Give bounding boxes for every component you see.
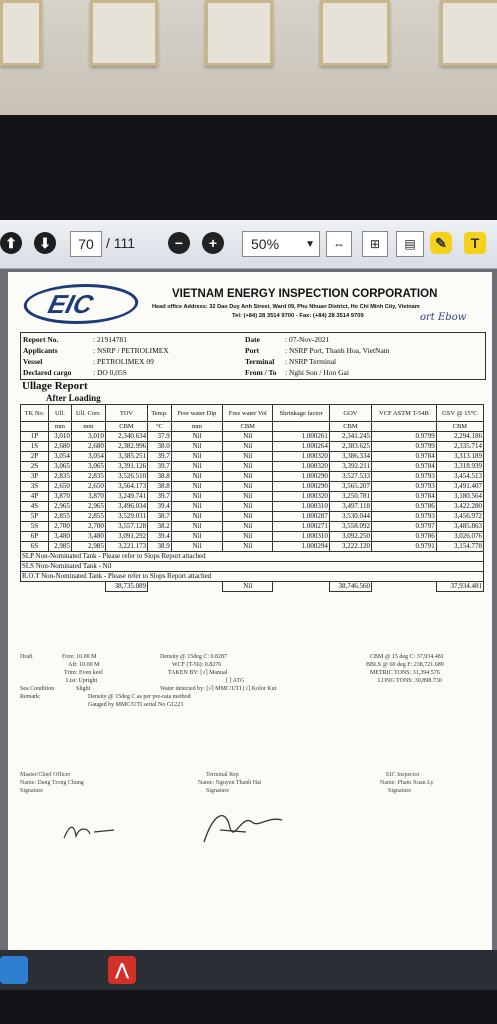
master-signature-label: Signature [20, 788, 43, 794]
total-empty-cell [48, 582, 71, 592]
ullage-cell: 3,557.128 [105, 522, 147, 532]
report-info-value: : PETROLIMEX 09 [93, 357, 154, 366]
ullage-unit-cell: mm [171, 422, 222, 432]
ullage-cell: Nil [223, 472, 273, 482]
ullage-unit-cell [372, 422, 437, 432]
ullage-cell: 3,485.863 [436, 522, 483, 532]
table-row [21, 492, 484, 502]
master-name: Name: Dang Trong Chung [20, 780, 84, 786]
ullage-cell: 3,250.781 [329, 492, 371, 502]
company-address: Head office Address: 32 Dao Duy Anh Street, Ward 09, Phu Nhuan District, Ho Chi Minh City, Vietnam [152, 304, 420, 310]
ullage-cell: 0.9784 [372, 452, 437, 462]
report-info-label: Applicants [23, 346, 58, 355]
ullage-cell: 2,985 [48, 542, 71, 552]
terminal-label: Terminal Rep [206, 772, 239, 778]
report-info-value: : NSRP Terminal [285, 357, 337, 366]
comment-icon[interactable]: ✎ [430, 232, 452, 254]
taken-by: TAKEN BY: [√] Manual [168, 670, 228, 676]
ullage-cell: 5S [21, 522, 49, 532]
ullage-cell: 3,010 [71, 432, 105, 442]
ullage-cell: 2,855 [71, 512, 105, 522]
ullage-cell: 2,835 [71, 472, 105, 482]
ullage-header-cell: GSV @ 15°C [436, 405, 483, 422]
ullage-cell: 3,870 [71, 492, 105, 502]
ullage-header-cell: Ull. [48, 405, 71, 422]
ullage-cell: 38.2 [148, 522, 172, 532]
ullage-header-cell: Free water Vol [223, 405, 273, 422]
total-tov: 38,735.089 [105, 582, 147, 592]
pdf-toolbar [0, 220, 497, 269]
ullage-cell: 4P [21, 492, 49, 502]
report-info-label: Date [245, 335, 260, 344]
ullage-cell: Nil [223, 542, 273, 552]
sea-condition: Slight [76, 686, 91, 692]
table-row [21, 502, 484, 512]
wall-picture-frame [205, 0, 273, 66]
zoom-value: 50% [251, 236, 280, 252]
ullage-cell: Nil [171, 482, 222, 492]
ullage-cell: 38.7 [148, 512, 172, 522]
report-info-left [23, 334, 169, 378]
ullage-unit-cell [273, 422, 329, 432]
ullage-cell: 0.9786 [372, 532, 437, 542]
report-info-row [245, 367, 390, 378]
total-water: Nil [223, 582, 273, 592]
ullage-cell: Nil [171, 432, 222, 442]
ullage-cell: Nil [171, 452, 222, 462]
ullage-cell: Nil [223, 442, 273, 452]
windows-taskbar [0, 950, 497, 990]
table-row [21, 452, 484, 462]
page-number-input[interactable]: 70 [70, 231, 102, 257]
ullage-cell: 3,010 [48, 432, 71, 442]
ullage-unit-cell: CBM [329, 422, 371, 432]
ullage-cell: 1.000264 [273, 442, 329, 452]
total-empty-cell [71, 582, 105, 592]
ullage-unit-cell: mm [48, 422, 71, 432]
ullage-cell: Nil [171, 502, 222, 512]
ullage-cell: 1.000320 [273, 452, 329, 462]
report-info-box [20, 332, 486, 380]
table-row [21, 442, 484, 452]
ullage-cell: 3,054 [71, 452, 105, 462]
wcf: WCF (T-56): 0.8276 [172, 662, 222, 668]
terminal-signature [198, 802, 288, 852]
report-info-value: : Nghi Son / Hon Gai [285, 368, 349, 377]
draft-fore: Fore: 10.00 M [62, 654, 97, 660]
ullage-cell: 3,527.533 [329, 472, 371, 482]
ullage-cell: 0.9799 [372, 442, 437, 452]
ullage-cell: 2,700 [71, 522, 105, 532]
density: Density @ 15deg C: 0.8287 [160, 654, 228, 660]
ullage-cell: 1P [21, 432, 49, 442]
highlight-icon[interactable]: T [464, 232, 486, 254]
report-info-value: : 21914781 [93, 335, 127, 344]
water-detected: Water detected by: [√] MMC/UTI [√] Kolor Kut [160, 686, 277, 692]
ullage-cell: Nil [223, 492, 273, 502]
ullage-cell: 6S [21, 542, 49, 552]
ullage-cell: 2,382.996 [105, 442, 147, 452]
ullage-cell: 2,294.186 [436, 432, 483, 442]
table-row [21, 562, 484, 572]
draft-list: List: Upright [66, 678, 98, 684]
ullage-cell: 3,392.211 [329, 462, 371, 472]
ullage-header-cell: Ull. Corr. [71, 405, 105, 422]
ullage-cell: 39.4 [148, 532, 172, 542]
ullage-cell: 1S [21, 442, 49, 452]
page-down-icon[interactable]: ⬇ [34, 232, 56, 254]
ullage-cell: 3,564.173 [105, 482, 147, 492]
ullage-cell: Nil [223, 502, 273, 512]
report-info-row [245, 334, 390, 345]
fit-page-icon[interactable]: ⊞ [362, 231, 388, 257]
ullage-unit-cell: CBM [105, 422, 147, 432]
fit-width-icon[interactable]: ⇔ [326, 231, 352, 257]
ullage-cell: Nil [171, 522, 222, 532]
ullage-cell: Nil [171, 462, 222, 472]
report-info-label: Vessel [23, 357, 43, 366]
ullage-unit-cell [21, 422, 49, 432]
ullage-cell: 3P [21, 472, 49, 482]
total-empty-cell [171, 582, 222, 592]
ullage-cell: Nil [223, 522, 273, 532]
ullage-unit-cell: °C [148, 422, 172, 432]
ullage-header-cell: VCF ASTM T-54B [372, 405, 437, 422]
draft-label: Draft [20, 654, 33, 660]
ullage-cell: Nil [171, 542, 222, 552]
ullage-subtitle: After Loading [46, 393, 101, 403]
page-total-label: / 111 [106, 235, 136, 251]
ullage-cell: 0.9797 [372, 522, 437, 532]
eic-inspector-label: EIC Inspector [386, 772, 420, 778]
ullage-cell: 38.8 [148, 482, 172, 492]
report-info-label: Port [245, 346, 260, 355]
zoom-out-icon[interactable]: − [168, 232, 190, 254]
table-row [21, 462, 484, 472]
draft-aft: Aft: 10.00 M [68, 662, 100, 668]
ullage-cell: 2,383.625 [329, 442, 371, 452]
ullage-cell: 3S [21, 482, 49, 492]
master-signature [60, 816, 120, 846]
ullage-cell: 3,558.092 [329, 522, 371, 532]
table-row [21, 572, 484, 582]
ullage-cell: 1.000290 [273, 482, 329, 492]
eic-inspector-name: Name: Pham Xuan Ly [380, 780, 434, 786]
windows-start-icon[interactable] [0, 956, 28, 984]
ullage-cell: 3,391.126 [105, 462, 147, 472]
report-info-value: : DO 0,05S [93, 368, 127, 377]
report-info-label: Terminal [245, 357, 275, 366]
report-info-row [245, 345, 390, 356]
remark-label: Remark: [20, 694, 41, 700]
total-empty-cell [372, 582, 437, 592]
ullage-cell: 3,456.972 [436, 512, 483, 522]
ullage-header-cell: TK No. [21, 405, 49, 422]
ullage-unit-cell: CBM [223, 422, 273, 432]
table-row [21, 512, 484, 522]
office-wall [0, 0, 497, 120]
ullage-cell: Nil [223, 482, 273, 492]
ullage-header-cell: GOV [329, 405, 371, 422]
ullage-cell: 1.000310 [273, 532, 329, 542]
table-row [21, 472, 484, 482]
ullage-cell: 3,491.407 [436, 482, 483, 492]
ullage-cell: 3,386.334 [329, 452, 371, 462]
report-info-right [245, 334, 390, 378]
ullage-cell: 2,650 [48, 482, 71, 492]
total-gov: 38,746.560 [329, 582, 371, 592]
ullage-note: SLP Non-Nominated Tank - Please refer to Slops Report attached [21, 552, 484, 562]
wall-picture-frame [320, 0, 390, 66]
ullage-cell: 2,965 [48, 502, 71, 512]
handwritten-note: ort Ebow [420, 312, 467, 323]
ullage-cell: Nil [171, 442, 222, 452]
ullage-cell: 0.9793 [372, 482, 437, 492]
zoom-select[interactable] [242, 231, 320, 257]
report-info-row [23, 345, 169, 356]
ullage-cell: Nil [223, 432, 273, 442]
ullage-cell: 3,180.564 [436, 492, 483, 502]
master-label: Master/Chief Officer [20, 772, 71, 778]
total-empty-cell [273, 582, 329, 592]
ullage-cell: 3,565.207 [329, 482, 371, 492]
ullage-cell: 1.000320 [273, 492, 329, 502]
draft-section [20, 654, 484, 764]
wall-picture-frame [440, 0, 497, 66]
report-info-value: : NSRP / PETROLIMEX [93, 346, 169, 355]
ullage-cell: 3,530.044 [329, 512, 371, 522]
report-info-label: Declared cargo [23, 368, 72, 377]
ullage-cell: 0.9799 [372, 432, 437, 442]
company-name: VIETNAM ENERGY INSPECTION CORPORATION [172, 288, 438, 300]
wall-picture-frame [0, 0, 42, 66]
wall-picture-frame [90, 0, 158, 66]
eic-logo [19, 284, 143, 324]
total-metric-tons: METRIC TONS: 31,394.576 [370, 670, 440, 676]
ullage-cell: 3,385.251 [105, 452, 147, 462]
ullage-cell: 3,480 [48, 532, 71, 542]
table-row [21, 532, 484, 542]
total-bbls: BBLS @ 60 deg F: 238,721.689 [366, 662, 444, 668]
ullage-cell: 2,965 [71, 502, 105, 512]
ullage-cell: 3,526.510 [105, 472, 147, 482]
ullage-cell: 3,480 [71, 532, 105, 542]
taken-by-atg: [ ] ATG [226, 678, 245, 684]
ullage-cell: 39.7 [148, 492, 172, 502]
read-mode-icon[interactable]: ▤ [396, 231, 424, 257]
ullage-cell: 2,855 [48, 512, 71, 522]
ullage-cell: 3,065 [71, 462, 105, 472]
ullage-cell: 1.000271 [273, 522, 329, 532]
ullage-cell: 0.9791 [372, 542, 437, 552]
ullage-header-cell: Temp. [148, 405, 172, 422]
ullage-cell: Nil [223, 512, 273, 522]
ullage-cell: 3,154.778 [436, 542, 483, 552]
eic-inspector-signature-label: Signature [388, 788, 411, 794]
ullage-cell: 1.000290 [273, 472, 329, 482]
ullage-cell: 2,680 [48, 442, 71, 452]
ullage-cell: 3,454.513 [436, 472, 483, 482]
ullage-cell: 3,318.939 [436, 462, 483, 472]
report-info-label: From / To [245, 368, 277, 377]
ullage-cell: 2,700 [48, 522, 71, 532]
report-info-row [23, 334, 169, 345]
chevron-down-icon: ▼ [305, 238, 315, 250]
total-empty-cell [21, 582, 49, 592]
table-row [21, 482, 484, 492]
ullage-cell: 37.9 [148, 432, 172, 442]
total-long-tons: LONG TONS: 30,898.730 [378, 678, 442, 684]
ullage-cell: 3,422.280 [436, 502, 483, 512]
ullage-cell: Nil [171, 472, 222, 482]
pdf-page [8, 272, 492, 950]
ullage-cell: 3,091.292 [105, 532, 147, 542]
ullage-cell: 38.8 [148, 472, 172, 482]
ullage-cell: 2,335.714 [436, 442, 483, 452]
ullage-table [20, 404, 484, 592]
ullage-header-cell: Free water Dip [171, 405, 222, 422]
ullage-cell: 3,497.118 [329, 502, 371, 512]
terminal-signature-label: Signature [206, 788, 229, 794]
ullage-unit-cell: CBM [436, 422, 483, 432]
ullage-cell: 1.000287 [273, 512, 329, 522]
ullage-cell: Nil [223, 452, 273, 462]
company-tel: Tel: (+84) 28 3514 9700 - Fax: (+84) 28 3514 9709 [232, 313, 364, 319]
ullage-cell: Nil [171, 512, 222, 522]
ullage-cell: 5P [21, 512, 49, 522]
remark-density: Density @ 15deg C as per pre-rata method [88, 694, 191, 700]
draft-trim: Trim: Even keel [64, 670, 103, 676]
report-info-row [23, 356, 169, 367]
report-info-row [245, 356, 390, 367]
ullage-cell: 38.0 [148, 442, 172, 452]
ullage-cell: 3,249.741 [105, 492, 147, 502]
ullage-cell: Nil [223, 532, 273, 542]
ullage-cell: 2,680 [71, 442, 105, 452]
ullage-cell: 2P [21, 452, 49, 462]
table-row [21, 522, 484, 532]
ullage-cell: 0.9784 [372, 462, 437, 472]
ullage-cell: 39.7 [148, 462, 172, 472]
table-row [21, 432, 484, 442]
signature-section [20, 772, 484, 912]
ullage-cell: 0.9793 [372, 512, 437, 522]
ullage-cell: 3,026.076 [436, 532, 483, 542]
ullage-note: R.O.T Non-Nominated Tank - Please refer to Slops Report attached [21, 572, 484, 582]
ullage-cell: 39.7 [148, 452, 172, 462]
ullage-cell: 1.000294 [273, 542, 329, 552]
ullage-cell: 3,496.034 [105, 502, 147, 512]
ullage-cell: 2,985 [71, 542, 105, 552]
ullage-cell: 3,092.250 [329, 532, 371, 542]
ullage-cell: 0.9784 [372, 492, 437, 502]
page-up-icon[interactable]: ⬆ [0, 232, 22, 254]
ullage-cell: 6P [21, 532, 49, 542]
ullage-cell: 1.000310 [273, 502, 329, 512]
ullage-cell: 3,222.120 [329, 542, 371, 552]
ullage-cell: 1.000320 [273, 462, 329, 472]
ullage-cell: 3,870 [48, 492, 71, 502]
table-row [21, 552, 484, 562]
ullage-cell: 1.000261 [273, 432, 329, 442]
zoom-in-icon[interactable]: + [202, 232, 224, 254]
ullage-cell: 3,313.189 [436, 452, 483, 462]
remark-gauged: Gauged by MMC/UTI serial No G1223 [88, 702, 184, 708]
ullage-cell: 0.9786 [372, 502, 437, 512]
ullage-cell: Nil [171, 492, 222, 502]
report-info-label: Report No. [23, 335, 59, 344]
ullage-cell: 39.4 [148, 502, 172, 512]
acrobat-icon[interactable]: ⋀ [108, 956, 136, 984]
ullage-cell: 0.9793 [372, 472, 437, 482]
eic-logo-text: EIC [45, 289, 97, 319]
ullage-cell: 38.9 [148, 542, 172, 552]
ullage-cell: Nil [223, 462, 273, 472]
ullage-cell: 4S [21, 502, 49, 512]
ullage-cell: Nil [171, 532, 222, 542]
ullage-cell: 3,065 [48, 462, 71, 472]
ullage-cell: 3,054 [48, 452, 71, 462]
totals-row [21, 582, 484, 592]
ullage-unit-cell: mm [71, 422, 105, 432]
total-empty-cell [148, 582, 172, 592]
ullage-header-cell: TOV [105, 405, 147, 422]
total-gsv: 37,934.481 [436, 582, 483, 592]
table-row [21, 542, 484, 552]
total-cbm: CBM @ 15 deg C: 37,934.481 [370, 654, 444, 660]
report-info-value: : 07-Nov-2021 [285, 335, 330, 344]
sea-condition-label: Sea Condition [20, 686, 55, 692]
ullage-cell: 3,221.173 [105, 542, 147, 552]
ullage-cell: 2,835 [48, 472, 71, 482]
ullage-cell: 2,341.245 [329, 432, 371, 442]
ullage-note: SLS Non-Nominated Tank - Nil [21, 562, 484, 572]
ullage-cell: 3,529.031 [105, 512, 147, 522]
ullage-cell: 2,340.634 [105, 432, 147, 442]
ullage-header-cell: Shrinkage factor [273, 405, 329, 422]
ullage-cell: 2S [21, 462, 49, 472]
pdf-viewer-window [0, 220, 497, 950]
report-info-row [23, 367, 169, 378]
ullage-title: Ullage Report [22, 380, 88, 392]
terminal-name: Name: Nguyen Thanh Hai [198, 780, 262, 786]
report-info-value: : NSRP Port, Thanh Hoa, VietNam [285, 346, 390, 355]
ullage-cell: 2,650 [71, 482, 105, 492]
